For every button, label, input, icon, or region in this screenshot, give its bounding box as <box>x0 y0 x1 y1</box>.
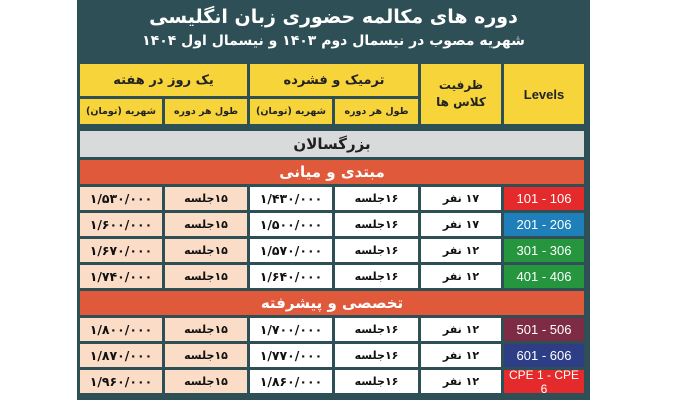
tuition-cell: ۱/۶۴۰/۰۰۰ <box>250 265 332 288</box>
course-length-cell: ۱۵جلسه <box>165 239 247 262</box>
level-badge: 401 - 406 <box>504 265 584 288</box>
tuition-cell: ۱/۶۰۰/۰۰۰ <box>80 213 162 236</box>
course-length-cell: ۱۵جلسه <box>165 344 247 367</box>
capacity-cell: ۱۷ نفر <box>421 187 501 210</box>
group-title-advanced: تخصصی و پیشرفته <box>80 291 584 315</box>
header-course-length-b: طول هر دوره <box>165 99 247 124</box>
tuition-cell: ۱/۵۷۰/۰۰۰ <box>250 239 332 262</box>
tuition-cell: ۱/۶۷۰/۰۰۰ <box>80 239 162 262</box>
course-length-cell: ۱۶جلسه <box>335 370 418 393</box>
capacity-cell: ۱۲ نفر <box>421 265 501 288</box>
tuition-cell: ۱/۷۰۰/۰۰۰ <box>250 318 332 341</box>
course-length-cell: ۱۵جلسه <box>165 187 247 210</box>
tuition-cell: ۱/۸۶۰/۰۰۰ <box>250 370 332 393</box>
group-title-basic: مبتدی و میانی <box>80 160 584 184</box>
capacity-cell: ۱۲ نفر <box>421 318 501 341</box>
tuition-cell: ۱/۹۶۰/۰۰۰ <box>80 370 162 393</box>
tuition-cell: ۱/۵۰۰/۰۰۰ <box>250 213 332 236</box>
course-length-cell: ۱۵جلسه <box>165 213 247 236</box>
course-length-cell: ۱۶جلسه <box>335 318 418 341</box>
level-badge: CPE 1 - CPE 6 <box>504 370 584 393</box>
level-badge: 201 - 206 <box>504 213 584 236</box>
capacity-cell: ۱۲ نفر <box>421 239 501 262</box>
capacity-cell: ۱۲ نفر <box>421 370 501 393</box>
course-length-cell: ۱۶جلسه <box>335 213 418 236</box>
tuition-cell: ۱/۴۳۰/۰۰۰ <box>250 187 332 210</box>
course-length-cell: ۱۵جلسه <box>165 318 247 341</box>
course-length-cell: ۱۶جلسه <box>335 187 418 210</box>
capacity-cell: ۱۲ نفر <box>421 344 501 367</box>
level-badge: 601 - 606 <box>504 344 584 367</box>
tuition-table-poster <box>77 0 590 400</box>
tuition-cell: ۱/۸۰۰/۰۰۰ <box>80 318 162 341</box>
poster-title: دوره های مکالمه حضوری زبان انگلیسی <box>149 6 518 28</box>
poster-subtitle: شهریه مصوب در نیسمال دوم ۱۴۰۳ و نیسمال اول ۱۴۰۴ <box>142 33 525 49</box>
course-length-cell: ۱۵جلسه <box>165 265 247 288</box>
course-length-cell: ۱۶جلسه <box>335 239 418 262</box>
tuition-cell: ۱/۵۳۰/۰۰۰ <box>80 187 162 210</box>
header-weekly: یک روز در هفته <box>80 64 247 96</box>
level-badge: 301 - 306 <box>504 239 584 262</box>
header-tuition-a: شهریه (تومان) <box>250 99 332 124</box>
course-length-cell: ۱۶جلسه <box>335 265 418 288</box>
tuition-cell: ۱/۸۷۰/۰۰۰ <box>80 344 162 367</box>
header-levels: Levels <box>504 64 584 124</box>
level-badge: 101 - 106 <box>504 187 584 210</box>
level-badge: 501 - 506 <box>504 318 584 341</box>
capacity-cell: ۱۷ نفر <box>421 213 501 236</box>
header-intensive: ترمیک و فشرده <box>250 64 418 96</box>
header-capacity: ظرفیت کلاس ها <box>421 64 501 124</box>
course-length-cell: ۱۶جلسه <box>335 344 418 367</box>
course-length-cell: ۱۵جلسه <box>165 370 247 393</box>
tuition-cell: ۱/۷۴۰/۰۰۰ <box>80 265 162 288</box>
header-tuition-b: شهریه (تومان) <box>80 99 162 124</box>
section-adults: بزرگسالان <box>80 131 584 157</box>
header-course-length-a: طول هر دوره <box>335 99 418 124</box>
tuition-cell: ۱/۷۷۰/۰۰۰ <box>250 344 332 367</box>
